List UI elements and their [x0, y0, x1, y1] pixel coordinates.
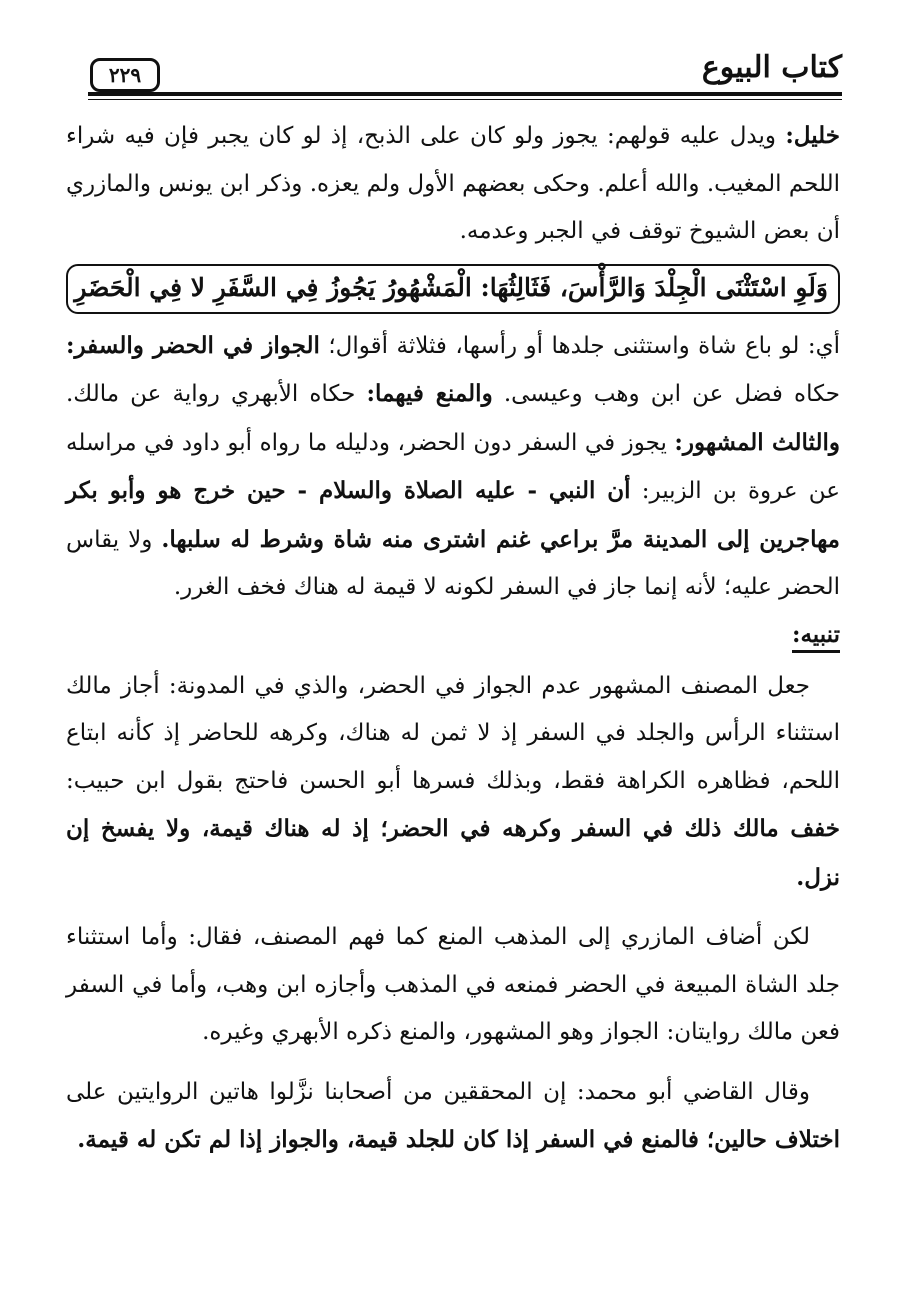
paragraph-gap: [66, 902, 840, 914]
opinion-second: والمنع فيهما:: [366, 380, 493, 407]
tanbih-text: جعل المصنف المشهور عدم الجواز في الحضر، والذي في المدونة: أجاز مالك استثناء الرأس والجلد في السفر إذ لا ثمن له هناك، وكرهه للحاضر إذ كأنه ابتاع اللحم، فظاهره الكراهة فقط، وبذلك فسرها أبو الحسن فاحتج بقول ابن حبيب:: [66, 672, 840, 794]
opinion-third: والثالث المشهور:: [674, 428, 840, 456]
commentary-text: حكاه فضل عن ابن وهب وعيسى.: [492, 381, 840, 407]
matn-box: وَلَوِ اسْتَثْنَى الْجِلْدَ وَالرَّأْسَ، فَثَالِثُهَا: الْمَشْهُورُ يَجُوزُ فِي السَّفَرِ لا فِي الْحَضَرِ: [66, 264, 840, 314]
page-content: [66, 112, 840, 1165]
ibn-habib-quote: خفف مالك ذلك في السفر وكرهه في الحضر؛ إذ له هناك قيمة، ولا يفسخ إن نزل.: [66, 815, 840, 891]
commentary-text: ولا يقاس الحضر عليه؛ لأنه إنما جاز في السفر لكونه لا قيمة له هناك فخف الغرر.: [66, 526, 840, 600]
paragraph-qadi: [66, 1069, 840, 1165]
commentary-text: يجوز في السفر دون الحضر، ودليله ما رواه أبو داود في مراسله عن عروة بن الزبير:: [66, 429, 841, 504]
header-rule-thin: [88, 99, 842, 100]
khalil-label: خليل:: [785, 122, 840, 149]
paragraph-mazari: لكن أضاف المازري إلى المذهب المنع كما فهم المصنف، فقال: وأما استثناء جلد الشاة المبيعة في الحضر فمنعه في المذهب وأجازه ابن وهب، وأما في السفر فعن مالك روايتان: الجواز وهو المشهور، والمنع ذكره الأبهري وغيره.: [66, 924, 840, 1045]
paragraph-gap: [66, 1057, 840, 1069]
page-header: [88, 44, 842, 104]
commentary-text: حكاه الأبهري رواية عن مالك.: [66, 381, 367, 407]
paragraph-tanbih: [66, 663, 840, 903]
tanbih-heading: تنبيه:: [792, 620, 840, 653]
header-rule: [88, 92, 842, 96]
qadi-conclusion: اختلاف حالين؛ فالمنع في السفر إذا كان للجلد قيمة، والجواز إذا لم تكن له قيمة.: [77, 1126, 840, 1153]
page-number: ٢٢٩: [90, 58, 160, 92]
qadi-text: وقال القاضي أبو محمد: إن المحققين من أصحابنا نزَّلوا هاتين الروايتين على: [66, 1078, 810, 1105]
commentary-text: أي: لو باع شاة واستثنى جلدها أو رأسها، فثلاثة أقوال؛: [319, 332, 840, 359]
hadith-text: أن النبي - عليه الصلاة والسلام - حين خرج هو وأبو بكر مهاجرين إلى المدينة مرَّ براعي غنم اشترى منه شاة وشرط له سلبها.: [66, 477, 840, 553]
opinion-first: الجواز في الحضر والسفر:: [66, 331, 320, 359]
paragraph-commentary: [66, 322, 840, 612]
book-title: كتاب البيوع: [701, 50, 842, 85]
paragraph-text: ويدل عليه قولهم: يجوز ولو كان على الذبح، إذ لو كان يجبر فإن فيه شراء اللحم المغيب. والله أعلم. وحكى بعضهم الأول ولم يعزه. وذكر ابن يونس والمازري أن بعض الشيوخ توقف في الجبر وعدمه.: [66, 123, 840, 244]
paragraph-khalil: [66, 112, 840, 256]
